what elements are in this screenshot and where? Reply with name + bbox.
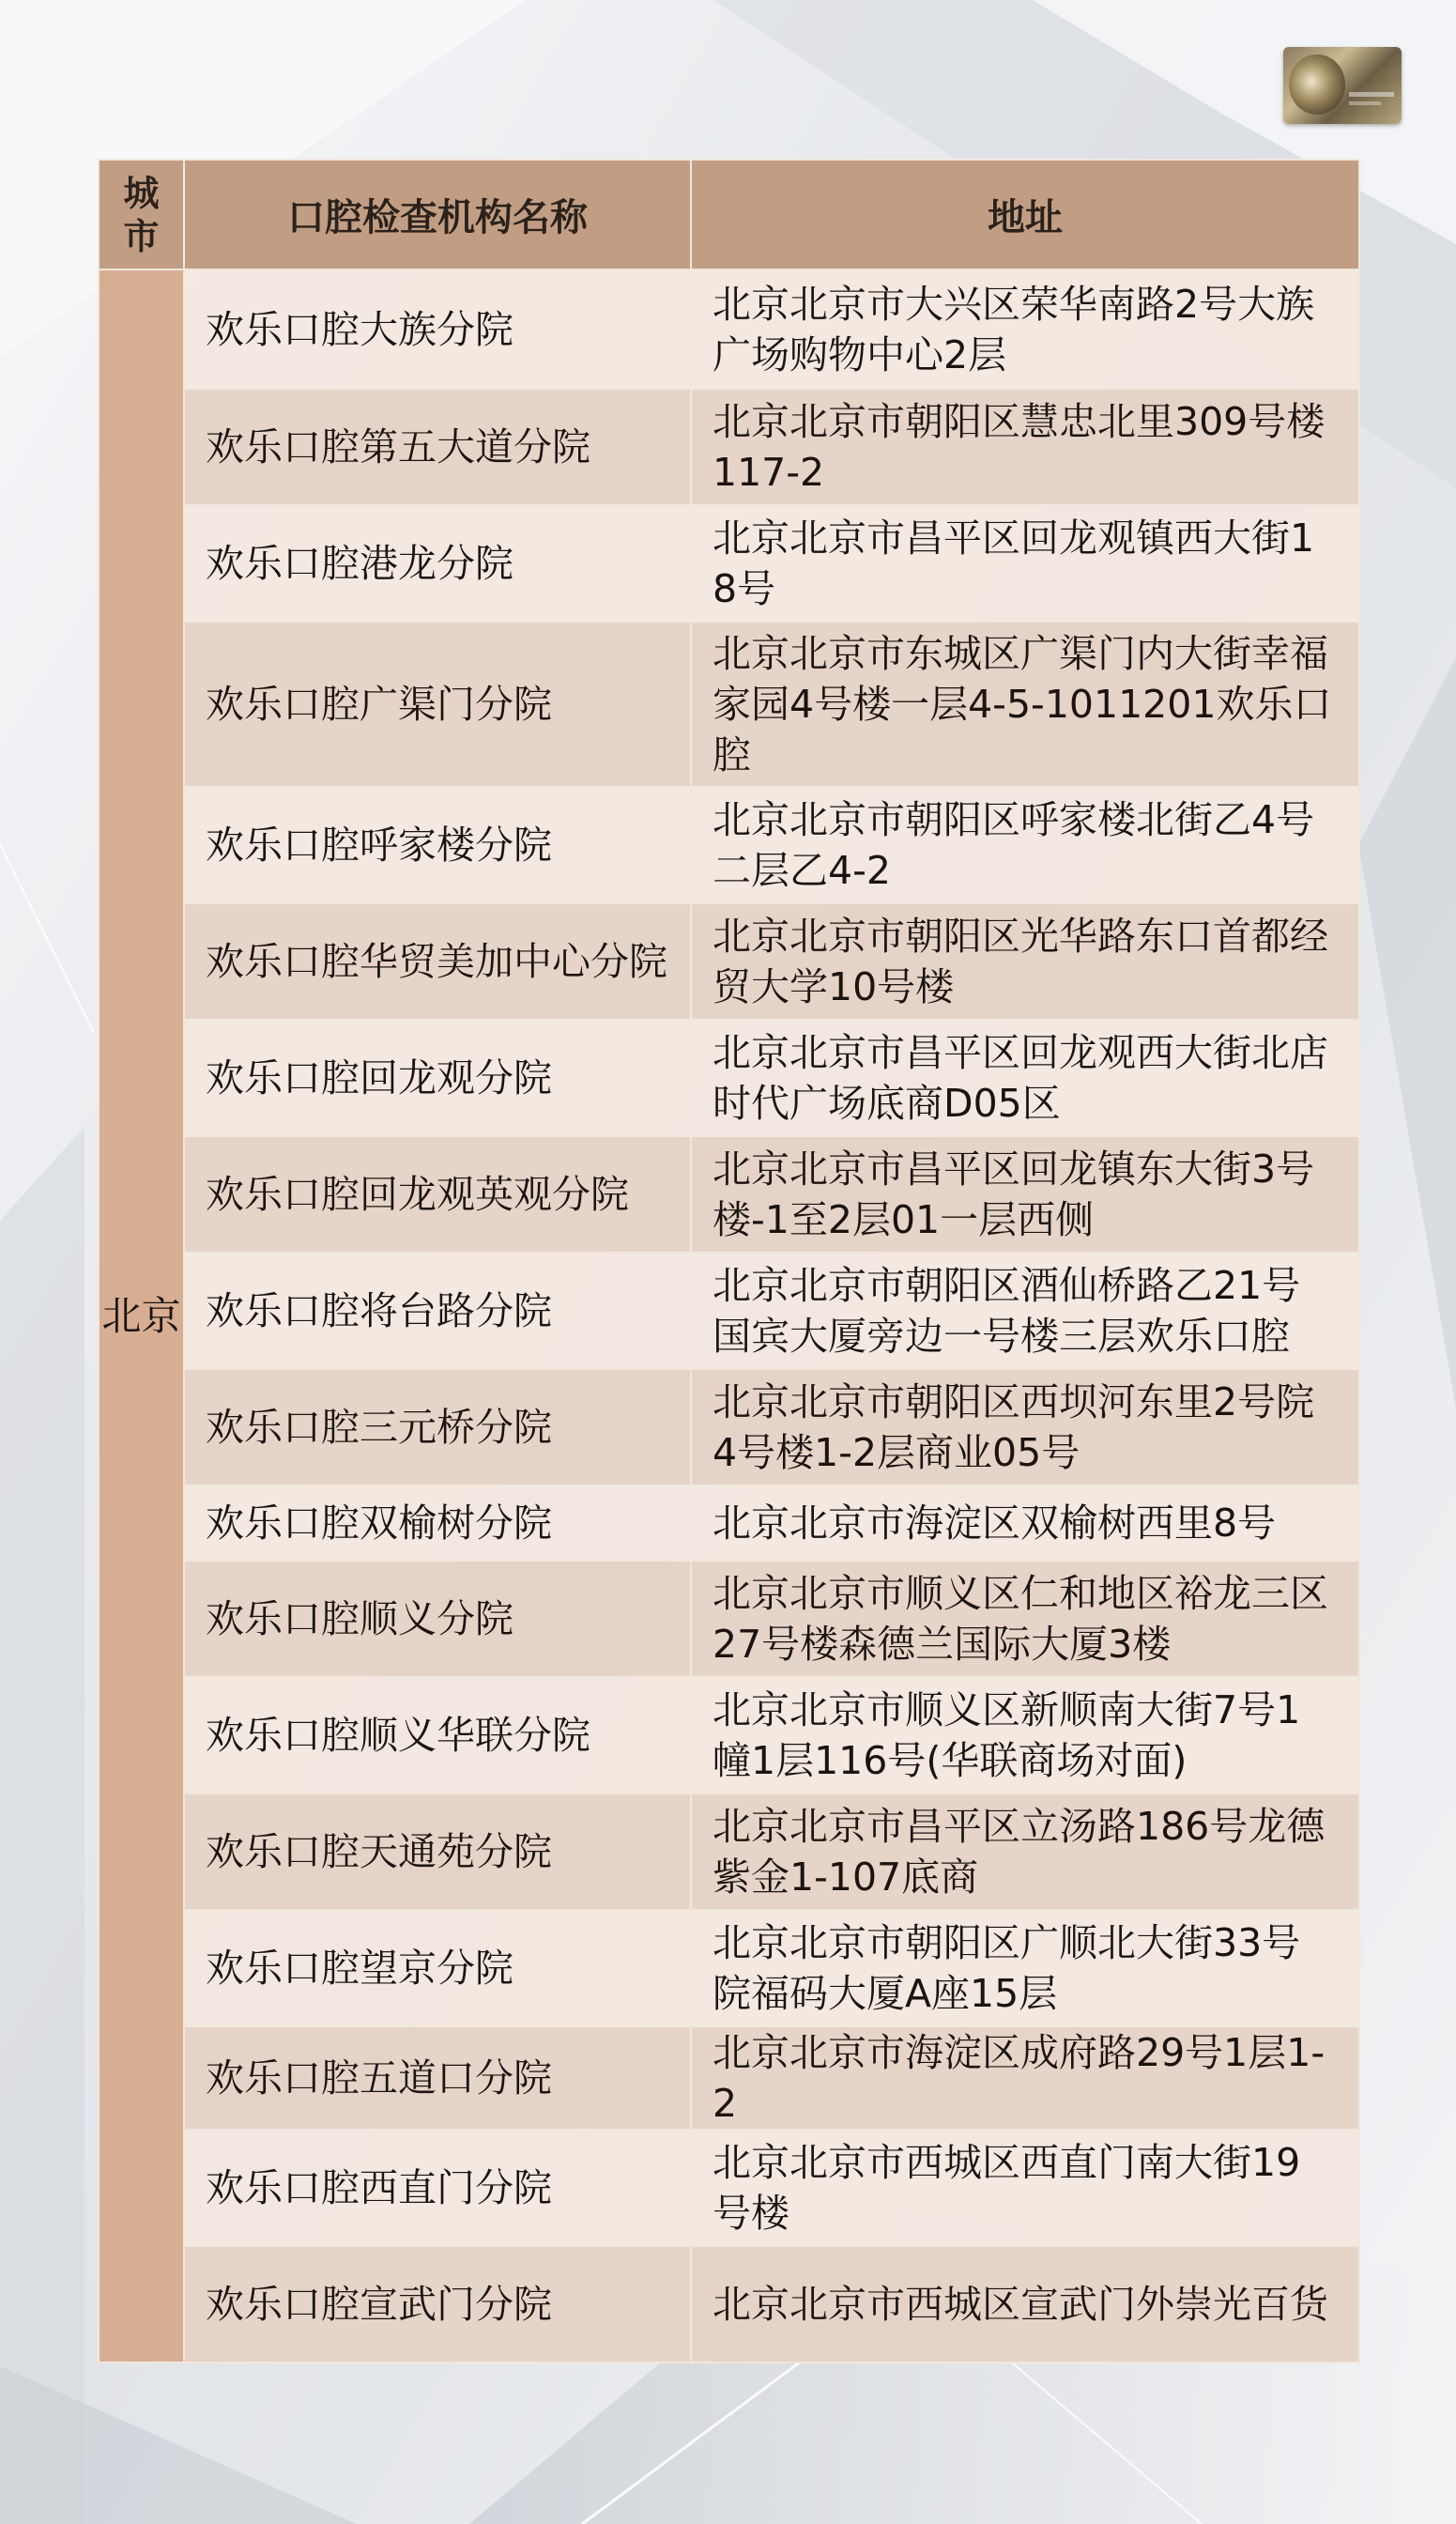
clinic-address-cell: 北京北京市大兴区荣华南路2号大族广场购物中心2层 xyxy=(691,269,1359,389)
clinic-name-cell: 欢乐口腔回龙观英观分院 xyxy=(184,1136,691,1253)
clinic-name-cell: 欢乐口腔三元桥分院 xyxy=(184,1369,691,1485)
table-row xyxy=(99,269,1359,389)
clinic-address-cell: 北京北京市朝阳区西坝河东里2号院4号楼1-2层商业05号 xyxy=(691,1369,1359,1485)
header-city: 城市 xyxy=(99,160,184,269)
clinic-name-cell: 欢乐口腔呼家楼分院 xyxy=(184,787,691,903)
clinic-name-cell: 欢乐口腔双榆树分院 xyxy=(184,1485,691,1561)
clinic-address-cell: 北京北京市朝阳区呼家楼北街乙4号二层乙4-2 xyxy=(691,787,1359,903)
clinic-address-cell: 北京北京市昌平区回龙观西大街北店时代广场底商D05区 xyxy=(691,1020,1359,1136)
clinic-table xyxy=(98,159,1360,2363)
clinic-address-cell: 北京北京市西城区西直门南大街19号楼 xyxy=(691,2130,1359,2246)
clinic-name-cell: 欢乐口腔宣武门分院 xyxy=(184,2246,691,2362)
table-row xyxy=(99,2246,1359,2362)
table-header-row xyxy=(99,160,1359,269)
clinic-name-cell: 欢乐口腔大族分院 xyxy=(184,269,691,389)
clinic-address-cell: 北京北京市顺义区新顺南大街7号1幢1层116号(华联商场对面) xyxy=(691,1677,1359,1793)
clinic-address-cell: 北京北京市西城区宣武门外崇光百货 xyxy=(691,2246,1359,2362)
header-address: 地址 xyxy=(691,160,1359,269)
header-clinic-name: 口腔检查机构名称 xyxy=(184,160,691,269)
clinic-address-cell: 北京北京市东城区广渠门内大街幸福家园4号楼一层4-5-1011201欢乐口腔 xyxy=(691,622,1359,787)
table-row xyxy=(99,1485,1359,1561)
clinic-address-cell: 北京北京市朝阳区慧忠北里309号楼117-2 xyxy=(691,389,1359,505)
table-row xyxy=(99,505,1359,622)
clinic-name-cell: 欢乐口腔西直门分院 xyxy=(184,2130,691,2246)
clinic-name-cell: 欢乐口腔广渠门分院 xyxy=(184,622,691,787)
table-row xyxy=(99,2026,1359,2130)
clinic-address-cell: 北京北京市昌平区立汤路186号龙德紫金1-107底商 xyxy=(691,1793,1359,1910)
table-row xyxy=(99,1369,1359,1485)
clinic-address-cell: 北京北京市海淀区双榆树西里8号 xyxy=(691,1485,1359,1561)
table-row xyxy=(99,1253,1359,1369)
clinic-name-cell: 欢乐口腔顺义分院 xyxy=(184,1561,691,1677)
clinic-address-cell: 北京北京市朝阳区酒仙桥路乙21号国宾大厦旁边一号楼三层欢乐口腔 xyxy=(691,1253,1359,1369)
card-emblem xyxy=(1289,54,1345,115)
clinic-name-cell: 欢乐口腔港龙分院 xyxy=(184,505,691,622)
table-row xyxy=(99,787,1359,903)
clinic-name-cell: 欢乐口腔华贸美加中心分院 xyxy=(184,903,691,1020)
clinic-address-cell: 北京北京市朝阳区广顺北大街33号院福码大厦A座15层 xyxy=(691,1910,1359,2026)
clinic-name-cell: 欢乐口腔五道口分院 xyxy=(184,2026,691,2130)
table-row xyxy=(99,1136,1359,1253)
clinic-name-cell: 欢乐口腔将台路分院 xyxy=(184,1253,691,1369)
clinic-name-cell: 欢乐口腔天通苑分院 xyxy=(184,1793,691,1910)
table-row xyxy=(99,903,1359,1020)
clinic-address-cell: 北京北京市顺义区仁和地区裕龙三区27号楼森德兰国际大厦3楼 xyxy=(691,1561,1359,1677)
table-row xyxy=(99,2130,1359,2246)
table-row xyxy=(99,1020,1359,1136)
clinic-address-cell: 北京北京市海淀区成府路29号1层1-2 xyxy=(691,2026,1359,2130)
clinic-address-cell: 北京北京市朝阳区光华路东口首都经贸大学10号楼 xyxy=(691,903,1359,1020)
clinic-name-cell: 欢乐口腔回龙观分院 xyxy=(184,1020,691,1136)
table-row xyxy=(99,1793,1359,1910)
city-cell: 北京 xyxy=(99,269,184,2362)
table-row xyxy=(99,1677,1359,1793)
table-row xyxy=(99,1910,1359,2026)
card-stripe-small xyxy=(1349,101,1381,105)
clinic-name-cell: 欢乐口腔顺义华联分院 xyxy=(184,1677,691,1793)
clinic-name-cell: 欢乐口腔第五大道分院 xyxy=(184,389,691,505)
clinic-address-cell: 北京北京市昌平区回龙观镇西大街18号 xyxy=(691,505,1359,622)
clinic-address-cell: 北京北京市昌平区回龙镇东大街3号楼-1至2层01一层西侧 xyxy=(691,1136,1359,1253)
table-row xyxy=(99,1561,1359,1677)
table-row xyxy=(99,389,1359,505)
table-row xyxy=(99,622,1359,787)
clinic-name-cell: 欢乐口腔望京分院 xyxy=(184,1910,691,2026)
membership-card-image xyxy=(1283,47,1402,124)
card-stripe xyxy=(1349,92,1394,97)
